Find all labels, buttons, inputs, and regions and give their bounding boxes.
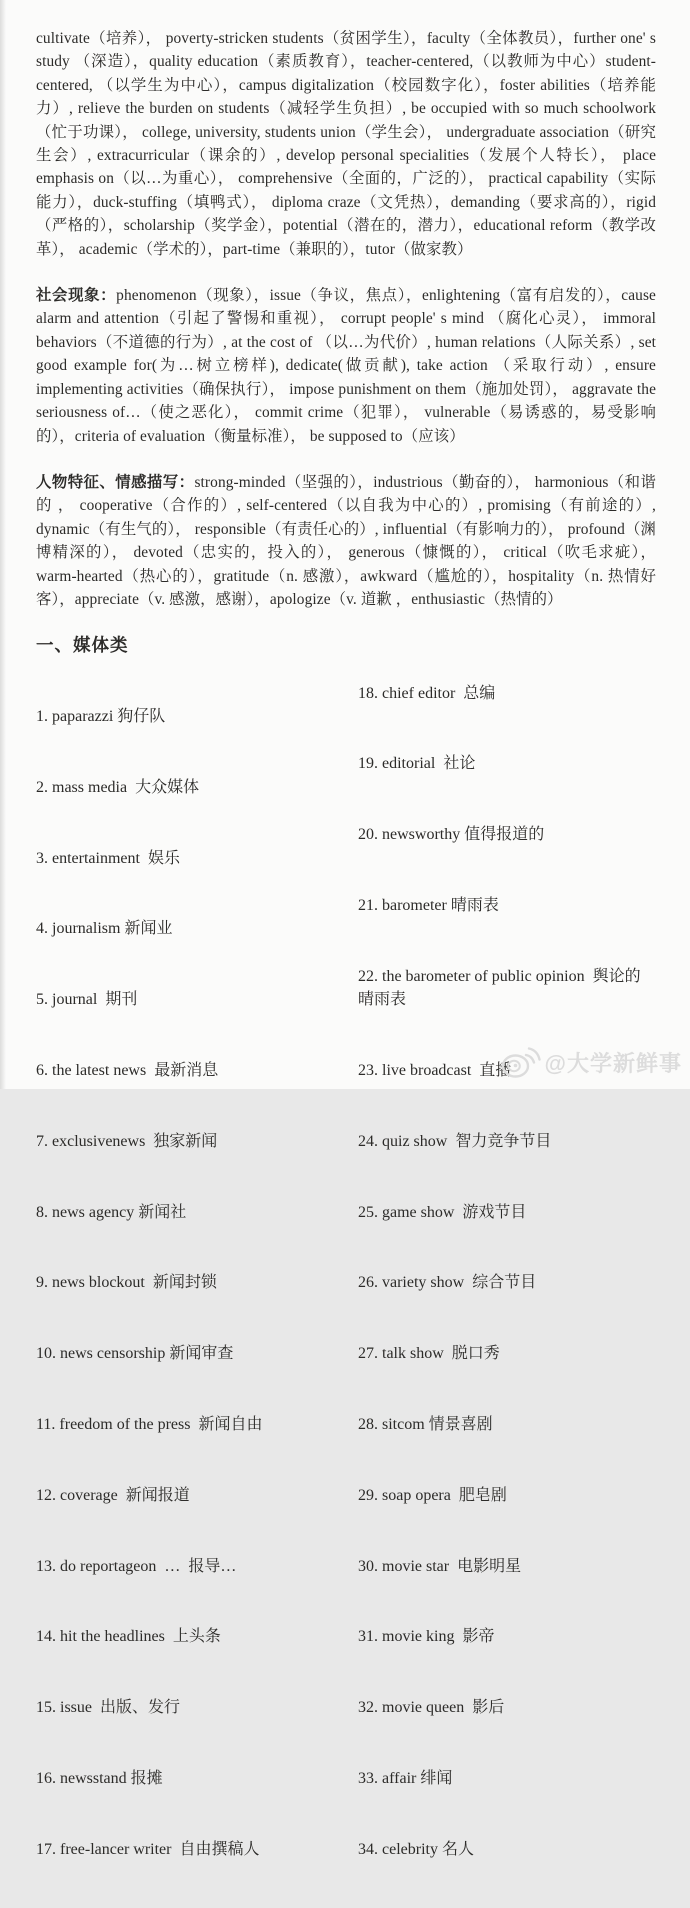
vocab-item: 31. movie king 影帝	[358, 1628, 495, 1646]
vocab-item: 29. soap opera 肥皂剧	[358, 1486, 507, 1504]
body-paragraph-character-emotion	[36, 471, 656, 611]
vocab-item: 15. issue 出版、发行	[36, 1699, 181, 1717]
vocab-item: 14. hit the headlines 上头条	[36, 1628, 221, 1646]
vocab-item: 3. entertainment 娱乐	[36, 849, 180, 867]
vocab-item: 33. affair 绯闻	[358, 1769, 453, 1787]
vocab-item: 6. the latest news 最新消息	[36, 1062, 219, 1080]
vocab-item: 16. newsstand 报摊	[36, 1769, 163, 1787]
watermark	[500, 1045, 682, 1079]
vocab-item: 19. editorial 社论	[358, 755, 476, 773]
vocab-item: 1. paparazzi 狗仔队	[36, 708, 166, 726]
watermark-text: @大学新鲜事	[544, 1050, 682, 1076]
vocab-item: 25. game show 游戏节目	[358, 1203, 527, 1221]
vocab-list-right	[358, 634, 656, 1908]
vocab-item: 10. news censorship 新闻审查	[36, 1345, 234, 1363]
weibo-icon	[500, 1045, 540, 1079]
vocab-item: 28. sitcom 情景喜剧	[358, 1415, 493, 1433]
vocab-item: 27. talk show 脱口秀	[358, 1345, 500, 1363]
vocab-item: 9. news blockout 新闻封锁	[36, 1274, 217, 1292]
vocab-item: 26. variety show 综合节目	[358, 1274, 537, 1292]
paragraph-text: phenomenon（现象），issue（争议，焦点），enlightening（富有启发的），cause alarm and attention（引起了警惕和重视）， corrupt people' s mind （腐化心灵）， immoral behaviors（不道德的行为）, at the cost of （以…为代价）, human relations（人际关系）, set good example for(为…树立榜样), dedicate(做贡献), take action （采取行动）, ensure implementing activities（确保执行）， impose punishment on them（施加处罚）， aggravate the seriousness of…（使之恶化）， commit crime（犯罪）， vulnerable（易诱惑的，易受影响的），criteria of evaluation（衡量标准）， be supposed to（应该）	[36, 287, 656, 445]
paragraph-label: 人物特征、情感描写：	[36, 473, 195, 491]
vocab-item: 17. free-lancer writer 自由撰稿人	[36, 1840, 260, 1858]
vocab-item: 21. barometer 晴雨表	[358, 896, 499, 914]
paragraph-text: cultivate（培养）， poverty-stricken students（贫困学生），faculty（全体教员），further one' s study （深造），quality education（素质教育），teacher-centered,（以教师为中心）student-centered, （以学生为中心），campus digitalization（校园数字化），foster abilities（培养能力）, relieve the burden on students（减轻学生负担）, be occupied with so much schoolwork（忙于功课）， college, university, students union（学生会）， undergraduate association（研究生会）, extracurricular（课余的）, develop personal specialities（发展个人特长）， place emphasis on（以…为重心）， comprehensive（全面的，广泛的）， practical capability（实际能力），duck-stuffing（填鸭式）， diploma craze（文凭热），demanding（要求高的），rigid（严格的），scholarship（奖学金），potential（潜在的，潜力），educational reform（教学改革）， academic（学术的），part-time（兼职的），tutor（做家教）	[36, 30, 656, 258]
vocab-column-left	[36, 634, 358, 1908]
vocab-item: 13. do reportageon … 报导…	[36, 1557, 237, 1575]
vocab-item: 11. freedom of the press 新闻自由	[36, 1415, 263, 1433]
vocab-item: 5. journal 期刊	[36, 991, 138, 1009]
document-content	[36, 27, 656, 1908]
section-title: 一、媒体类	[36, 635, 129, 656]
vocab-item: 22. the barometer of public opinion 舆论的晴雨表	[358, 967, 641, 1009]
vocab-item: 18. chief editor 总编	[358, 684, 496, 702]
vocab-item: 30. movie star 电影明星	[358, 1557, 522, 1575]
body-paragraph-social-phenomena	[36, 284, 656, 448]
vocab-list-left	[36, 658, 358, 1908]
vocab-item: 24. quiz show 智力竞争节目	[358, 1132, 552, 1150]
vocab-item: 34. celebrity 名人	[358, 1840, 474, 1858]
vocab-item: 23. live broadcast 直播	[358, 1062, 512, 1080]
vocab-item: 32. movie queen 影后	[358, 1699, 505, 1717]
vocab-item: 4. journalism 新闻业	[36, 920, 173, 938]
vocab-item: 12. coverage 新闻报道	[36, 1486, 190, 1504]
paragraph-text: strong-minded（坚强的），industrious（勤奋的）， harmonious（和谐的 ， cooperative（合作的）, self-centered（以自我为中心的）, promising（有前途的）, dynamic（有生气的）， responsible（有责任心的）, influential（有影响力的）， profound（渊博精深的）， devoted（忠实的，投入的）， generous（慷慨的）， critical（吹毛求疵）， warm-hearted（热心的），gratitude（n. 感激），awkward（尴尬的），hospitality（n. 热情好客），appreciate（v. 感激，感谢），apologize（v. 道歉 ，enthusiastic（热情的）	[36, 473, 656, 608]
vocab-item: 8. news agency 新闻社	[36, 1203, 187, 1221]
body-paragraph-education	[36, 27, 656, 261]
paragraph-label: 社会现象：	[36, 287, 117, 305]
vocab-item: 7. exclusivenews 独家新闻	[36, 1132, 218, 1150]
vocab-item: 20. newsworthy 值得报道的	[358, 826, 545, 844]
vocab-column-right	[358, 634, 656, 1908]
vocab-section-media	[36, 634, 656, 1908]
vocab-item: 2. mass media 大众媒体	[36, 778, 200, 796]
